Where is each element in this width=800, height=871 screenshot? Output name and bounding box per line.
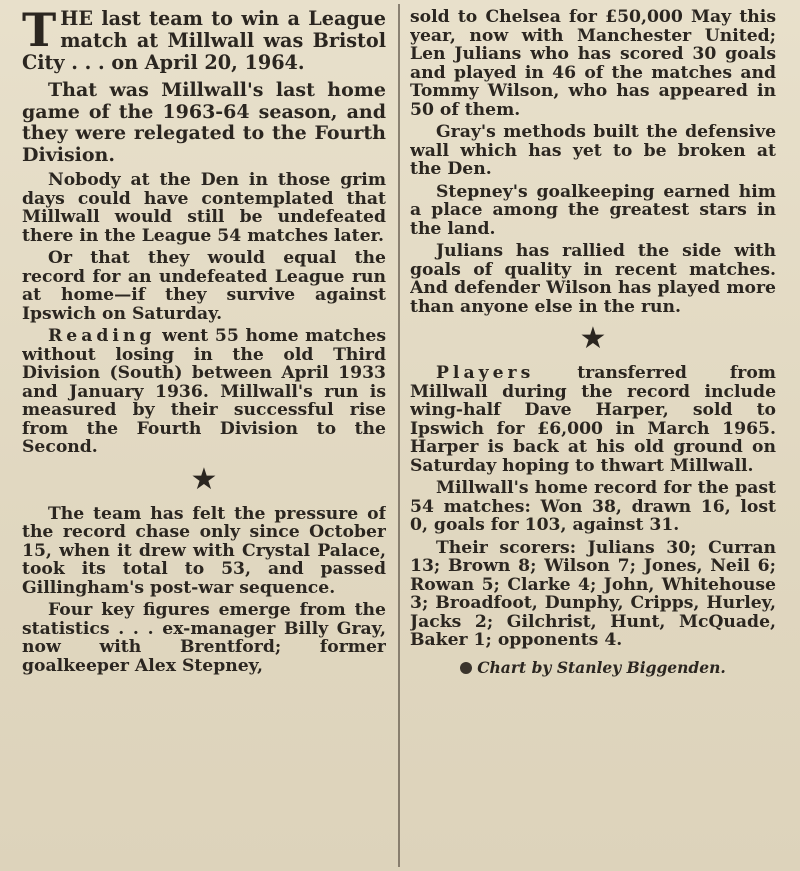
paragraph [410, 364, 776, 475]
paragraph: Their scorers: Julians 30; Curran 13; Brown 8; Wilson 7; Jones, Neil 6; Rowan 5; Clarke 4; John, Whitehouse 3; Broadfoot, Dunphy, Cripps, Hurley, Jacks 2; Gilchrist, Hunt, McQuade, Baker 1; opponents 4. [410, 537, 776, 650]
headline-paragraph [22, 8, 386, 74]
right-column [410, 8, 776, 865]
bullet-icon [460, 662, 472, 674]
paragraph [22, 327, 386, 457]
chart-credit [410, 658, 776, 677]
star-icon: ★ [190, 461, 218, 497]
paragraph: sold to Chelsea for £50,000 May this year, now with Manchester United; Len Julians who has scored 30 goals and played in 46 of the matches and Tommy Wilson, who has appeared in 50 of them. [410, 8, 776, 120]
paragraph: Nobody at the Den in those grim days could have contemplated that Millwall would still be undefeated there in the League 54 matches later. [22, 170, 386, 246]
star-icon: ★ [579, 321, 607, 356]
paragraph: Millwall's home record for the past 54 matches: Won 38, drawn 16, lost 0, goals for 103, against 31. [410, 478, 776, 535]
headline-text: HE last team to win a League match at Millwall was Bristol City . . . on April 20, 1964. [22, 8, 386, 74]
paragraph: Four key figures emerge from the statistics . . . ex-manager Billy Gray, now with Brentford; former goalkeeper Alex Stepney, [22, 600, 386, 676]
paragraph: Stepney's goalkeeping earned him a place among the greatest stars in the land. [410, 181, 776, 239]
credit-text: Chart by Stanley Biggenden. [477, 657, 726, 677]
spaced-lead-word: Reading [48, 326, 156, 346]
paragraph: That was Millwall's last home game of the 1963-64 season, and they were relegated to the Fourth Division. [22, 79, 386, 166]
left-column [22, 8, 386, 865]
paragraph: Or that they would equal the record for an undefeated League run at home—if they survive against Ipswich on Saturday. [22, 248, 386, 324]
drop-cap: T [22, 8, 57, 57]
column-divider [398, 4, 400, 867]
paragraph: The team has felt the pressure of the record chase only since October 15, when it drew with Crystal Palace, took its total to 53, and passed Gillingham's post-war sequence. [22, 503, 386, 598]
paragraph-rest: went 55 home matches without losing in the old Third Division (South) between April 1933 and January 1936. Millwall's run is measured by their successful rise from the Fourth Division to the Second. [22, 326, 386, 457]
paragraph: Julians has rallied the side with goals of quality in recent matches. And defender Wilson has played more than anyone else in the run. [410, 241, 776, 317]
spaced-lead-word: Players [436, 363, 535, 383]
paragraph: Gray's methods built the defensive wall which has yet to be broken at the Den. [410, 122, 776, 179]
paragraph-rest: transferred from Millwall during the record include wing-half Dave Harper, sold to Ipswich for £6,000 in March 1965. Harper is back at his old ground on Saturday hoping to thwart Millwall. [410, 363, 776, 476]
